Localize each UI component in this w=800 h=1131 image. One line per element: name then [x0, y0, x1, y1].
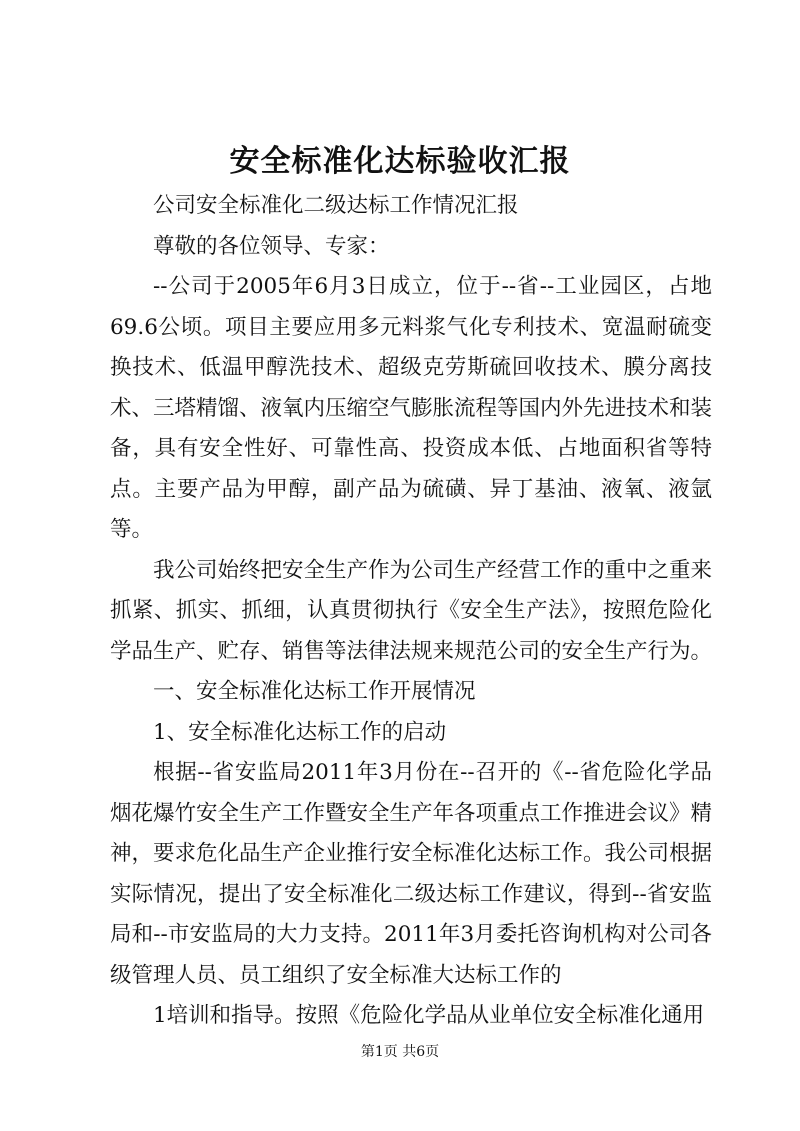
document-title: 安全标准化达标验收汇报 — [229, 144, 571, 179]
paragraph-subtitle: 公司安全标准化二级达标工作情况汇报 — [153, 193, 519, 218]
paragraph-salutation: 尊敬的各位领导、专家： — [153, 233, 390, 259]
paragraph-safety-commitment: 我公司始终把安全生产作为公司生产经营工作的重中之重来抓紧、抓实、抓细，认真贯彻执行《安全生产法》，按照危险化学品生产、贮存、销售等法律法规来规范公司的安全生产行为。 — [110, 557, 713, 664]
paragraph-company-intro: --公司于2005年6月3日成立，位于--省--工业园区，占地69.6公顷。项目主要应用多元料浆气化专利技术、宽温耐硫变换技术、低温甲醇洗技术、超级克劳斯硫回收技术、膜分离技术、三塔精馏、液氧内压缩空气膨胀流程等国内外先进技术和装备，具有安全性好、可靠性高、投资成本低、占地面积省等特点。主要产品为甲醇，副产品为硫磺、异丁基油、液氧、液氩等。 — [110, 274, 713, 542]
document-body — [110, 186, 712, 1037]
paragraph-training: 1培训和指导。按照《危险化学品从业单位安全标准化通用 — [153, 1003, 705, 1028]
page-number-footer: 第1页 共6页 — [360, 1044, 440, 1060]
subsection-heading-1-1: 1、安全标准化达标工作的启动 — [153, 719, 447, 745]
paragraph-startup-details: 根据--省安监局2011年3月份在--召开的《--省危险化学品烟花爆竹安全生产工作暨安全生产年各项重点工作推进会议》精神，要求危化品生产企业推行安全标准化达标工作。我公司根据实际情况，提出了安全标准化二级达标工作建议，得到--省安监局和--市安监局的大力支持。2011年3月委托咨询机构对公司各级管理人员、员工组织了安全标准大达标工作的 — [110, 760, 713, 988]
section-heading-1: 一、安全标准化达标工作开展情况 — [153, 679, 476, 704]
